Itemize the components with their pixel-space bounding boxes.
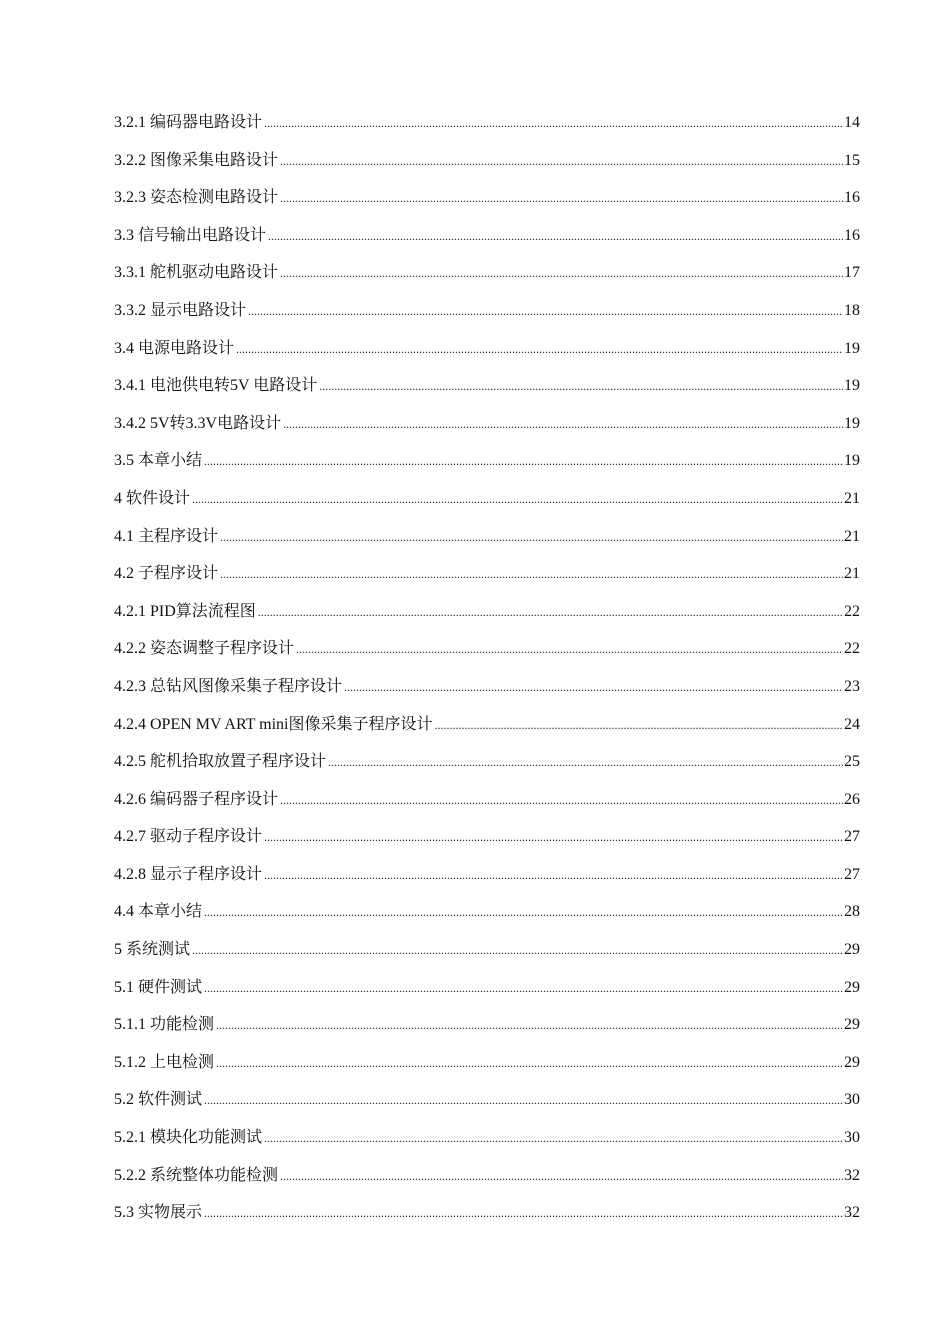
toc-entry[interactable]	[114, 372, 860, 410]
toc-entry-page-number: 16	[844, 189, 860, 207]
toc-entry[interactable]	[114, 635, 860, 673]
toc-entry-title: 4.2.3 总钻风图像采集子程序设计	[114, 677, 343, 695]
toc-entry[interactable]	[114, 936, 860, 974]
toc-dot-leader	[258, 605, 843, 620]
toc-dot-leader	[204, 981, 843, 996]
toc-entry[interactable]	[114, 485, 860, 523]
toc-entry-page-number: 21	[844, 489, 860, 507]
toc-dot-leader	[192, 492, 843, 507]
toc-entry[interactable]	[114, 898, 860, 936]
toc-dot-leader	[204, 905, 843, 920]
toc-entry-page-number: 30	[844, 1129, 860, 1147]
toc-entry-page-number: 19	[844, 339, 860, 357]
toc-dot-leader	[216, 1056, 843, 1071]
toc-entry-title: 5.1 硬件测试	[114, 978, 203, 996]
toc-entry-title: 4.2.1 PID算法流程图	[114, 602, 256, 620]
toc-entry[interactable]	[114, 1199, 860, 1237]
toc-entry[interactable]	[114, 1086, 860, 1124]
toc-entry[interactable]	[114, 109, 860, 147]
toc-entry[interactable]	[114, 974, 860, 1012]
toc-dot-leader	[204, 1206, 843, 1221]
toc-entry-page-number: 25	[844, 753, 860, 771]
toc-dot-leader	[280, 1169, 843, 1184]
toc-dot-leader	[264, 116, 843, 131]
toc-entry-title: 4.2.4 OPEN MV ART mini图像采集子程序设计	[114, 715, 433, 733]
toc-dot-leader	[236, 342, 843, 357]
toc-entry[interactable]	[114, 560, 860, 598]
toc-entry[interactable]	[114, 673, 860, 711]
toc-entry-title: 3.2.3 姿态检测电路设计	[114, 189, 279, 207]
toc-dot-leader	[434, 718, 843, 733]
toc-entry-page-number: 27	[844, 865, 860, 883]
toc-dot-leader	[264, 830, 843, 845]
toc-entry[interactable]	[114, 222, 860, 260]
toc-entry-page-number: 22	[844, 602, 860, 620]
toc-entry-title: 3.4 电源电路设计	[114, 339, 235, 357]
toc-entry-page-number: 19	[844, 414, 860, 432]
toc-dot-leader	[248, 304, 843, 319]
toc-entry-page-number: 17	[844, 264, 860, 282]
toc-entry[interactable]	[114, 184, 860, 222]
toc-entry-page-number: 28	[844, 903, 860, 921]
toc-entry-title: 5.2 软件测试	[114, 1091, 203, 1109]
toc-entry[interactable]	[114, 1049, 860, 1087]
toc-entry-page-number: 29	[844, 1016, 860, 1034]
toc-entry-title: 4.2.6 编码器子程序设计	[114, 790, 279, 808]
toc-entry-page-number: 22	[844, 640, 860, 658]
toc-entry-page-number: 30	[844, 1091, 860, 1109]
toc-entry-title: 4.2.5 舵机拾取放置子程序设计	[114, 753, 327, 771]
toc-entry-title: 5.3 实物展示	[114, 1204, 203, 1222]
toc-entry-title: 3.4.2 5V转3.3V电路设计	[114, 414, 282, 432]
toc-dot-leader	[204, 1093, 843, 1108]
toc-dot-leader	[216, 1018, 843, 1033]
toc-entry[interactable]	[114, 297, 860, 335]
toc-dot-leader	[204, 454, 843, 469]
toc-entry[interactable]	[114, 1011, 860, 1049]
toc-entry-title: 4.2.7 驱动子程序设计	[114, 828, 263, 846]
toc-dot-leader	[192, 943, 843, 958]
toc-entry[interactable]	[114, 748, 860, 786]
toc-entry[interactable]	[114, 259, 860, 297]
toc-dot-leader	[280, 266, 843, 281]
toc-dot-leader	[280, 154, 843, 169]
toc-entry[interactable]	[114, 1162, 860, 1200]
toc-entry[interactable]	[114, 410, 860, 448]
toc-entry-title: 4.4 本章小结	[114, 903, 203, 921]
toc-entry-page-number: 29	[844, 1053, 860, 1071]
toc-entry[interactable]	[114, 861, 860, 899]
toc-entry-page-number: 15	[844, 151, 860, 169]
toc-entry-page-number: 18	[844, 301, 860, 319]
toc-entry[interactable]	[114, 447, 860, 485]
toc-dot-leader	[220, 567, 843, 582]
toc-dot-leader	[328, 755, 843, 770]
toc-entry-page-number: 32	[844, 1204, 860, 1222]
toc-entry-title: 3.2.2 图像采集电路设计	[114, 151, 279, 169]
toc-entry-title: 4.2.2 姿态调整子程序设计	[114, 640, 295, 658]
toc-entry[interactable]	[114, 823, 860, 861]
toc-entry-page-number: 29	[844, 941, 860, 959]
toc-dot-leader	[319, 379, 843, 394]
toc-entry[interactable]	[114, 523, 860, 561]
toc-entry-title: 3.2.1 编码器电路设计	[114, 114, 263, 131]
toc-dot-leader	[283, 417, 843, 432]
toc-entry-title: 4.1 主程序设计	[114, 527, 219, 545]
toc-dot-leader	[280, 191, 843, 206]
toc-entry-title: 3.3 信号输出电路设计	[114, 226, 267, 244]
toc-entry-page-number: 32	[844, 1166, 860, 1184]
toc-entry[interactable]	[114, 711, 860, 749]
toc-entry[interactable]	[114, 147, 860, 185]
toc-entry-title: 3.3.2 显示电路设计	[114, 301, 247, 319]
toc-entry[interactable]	[114, 335, 860, 373]
toc-dot-leader	[220, 530, 843, 545]
table-of-contents	[114, 109, 860, 1237]
toc-entry-page-number: 16	[844, 226, 860, 244]
toc-entry-page-number: 24	[844, 715, 860, 733]
toc-entry-title: 3.5 本章小结	[114, 452, 203, 470]
toc-entry-title: 4.2 子程序设计	[114, 565, 219, 583]
toc-entry-title: 4 软件设计	[114, 489, 191, 507]
toc-entry-page-number: 23	[844, 677, 860, 695]
toc-entry-title: 5.2.2 系统整体功能检测	[114, 1166, 279, 1184]
toc-entry-page-number: 29	[844, 978, 860, 996]
toc-entry-title: 5 系统测试	[114, 941, 191, 959]
toc-entry[interactable]	[114, 1124, 860, 1162]
toc-entry-title: 5.2.1 模块化功能测试	[114, 1129, 263, 1147]
toc-dot-leader	[296, 642, 843, 657]
toc-entry-title: 5.1.1 功能检测	[114, 1016, 215, 1034]
toc-entry-page-number: 26	[844, 790, 860, 808]
toc-dot-leader	[264, 1131, 843, 1146]
toc-dot-leader	[264, 868, 843, 883]
toc-entry-page-number: 19	[844, 452, 860, 470]
toc-entry-title: 3.4.1 电池供电转5V 电路设计	[114, 377, 318, 395]
toc-entry[interactable]	[114, 786, 860, 824]
toc-entry-title: 4.2.8 显示子程序设计	[114, 865, 263, 883]
toc-entry-title: 3.3.1 舵机驱动电路设计	[114, 264, 279, 282]
toc-entry-page-number: 21	[844, 527, 860, 545]
toc-entry-page-number: 19	[844, 377, 860, 395]
toc-dot-leader	[268, 229, 843, 244]
toc-dot-leader	[344, 680, 843, 695]
toc-entry[interactable]	[114, 598, 860, 636]
toc-dot-leader	[280, 793, 843, 808]
toc-entry-page-number: 14	[844, 114, 860, 131]
toc-entry-page-number: 27	[844, 828, 860, 846]
toc-entry-page-number: 21	[844, 565, 860, 583]
toc-entry-title: 5.1.2 上电检测	[114, 1053, 215, 1071]
